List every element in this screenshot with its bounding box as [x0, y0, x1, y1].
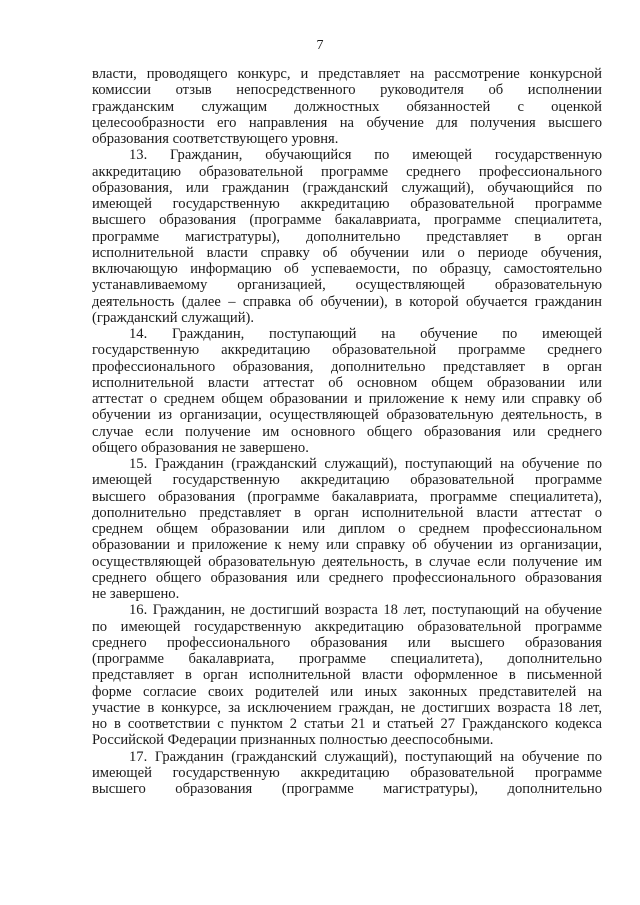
text-line: но в соответствии с пунктом 2 статьи 21 и статьей 27 Гражданского кодекса [92, 716, 602, 732]
text-line: общего образования не завершено. [92, 439, 309, 456]
text-line: участие в конкурсе, за исключением граждан, не достигших возраста 18 лет, [92, 699, 602, 716]
text-line: исполнительной власти аттестат об основном общем образовании или [92, 374, 602, 391]
text-line: программе магистратуры), дополнительно представляет в орган [92, 228, 602, 245]
document-body [92, 66, 602, 797]
text-line: власти, проводящего конкурс, и представляет на рассмотрение конкурсной [92, 66, 602, 82]
text-line: не завершено. [92, 586, 180, 602]
text-line: 15. Гражданин (гражданский служащий), поступающий на обучение по [129, 456, 602, 472]
paragraph-16 [92, 602, 602, 748]
text-line: высшего образования (программе бакалавриата, программе специалитета, [92, 212, 602, 229]
text-line: имеющей государственную аккредитацию образовательной программе [92, 196, 602, 212]
text-line: среднего общего образования или среднего профессионального образования [92, 569, 602, 586]
text-line: высшего образования (программе бакалавриата, программе специалитета), [92, 488, 602, 505]
text-line: Российской Федерации признанных полностью дееспособными. [92, 732, 494, 749]
text-line: среднего профессионального образования или высшего образования [92, 634, 602, 651]
text-line: государственную аккредитацию образовательной программе среднего [92, 342, 602, 359]
text-line: образования, или гражданин (гражданский служащий), обучающийся по [92, 179, 602, 196]
paragraph-15 [92, 456, 602, 602]
text-line: представляет в орган исполнительной власти оформленное в письменной [92, 667, 602, 684]
text-line: образования соответствующего уровня. [92, 131, 339, 147]
text-line: комиссии отзыв непосредственного руководителя об исполнении [92, 82, 602, 99]
text-line: обучении из организации, осуществляющей образовательную деятельность, в [92, 407, 602, 424]
text-line: по имеющей государственную аккредитацию образовательной программе [92, 618, 602, 635]
text-line: дополнительно представляет в орган исполнительной власти аттестат о [92, 504, 602, 521]
text-line: 14. Гражданин, поступающий на обучение по имеющей [129, 326, 602, 342]
text-line: деятельность (далее – справка об обучении), в которой обучается гражданин [92, 293, 602, 310]
text-line: устанавливаемому организацией, осуществляющей образовательную [92, 277, 602, 294]
page-number: 7 [316, 38, 324, 53]
text-line: аттестат о среднем общем образовании и приложение к нему или справку об [92, 391, 602, 407]
text-line: включающую информацию об успеваемости, по образцу, самостоятельно [92, 261, 602, 277]
paragraph-14 [92, 326, 602, 456]
text-line: аккредитацию образовательной программе среднего профессионального [92, 163, 602, 180]
text-line: целесообразности его направления на обучение для получения высшего [92, 114, 602, 131]
paragraph-13 [92, 147, 602, 326]
text-line: 16. Гражданин, не достигший возраста 18 лет, поступающий на обучение [129, 602, 602, 619]
text-line: 13. Гражданин, обучающийся по имеющей государственную [129, 147, 602, 164]
text-line: имеющей государственную аккредитацию образовательной программе [92, 472, 602, 489]
text-line: среднем общем образовании или диплом о среднем профессиональном [92, 521, 602, 537]
text-line: (гражданский служащий). [92, 309, 255, 326]
text-line: осуществляющей образовательную деятельность, в случае если получение им [92, 553, 602, 570]
text-line: гражданским служащим должностных обязанностей с оценкой [92, 98, 602, 115]
paragraph-17 [92, 749, 602, 798]
text-line: профессионального образования, дополнительно представляет в орган [92, 358, 602, 375]
text-line: (программе бакалавриата, программе специалитета), дополнительно [92, 651, 602, 667]
text-line: исполнительной власти справку об обучении или о периоде обучения, [92, 244, 602, 261]
text-line: высшего образования (программе магистратуры), дополнительно [92, 781, 602, 797]
text-line: образовании и приложение к нему или справку об обучении из организации, [92, 537, 602, 554]
paragraph-continuation [92, 66, 602, 147]
text-line: форме согласие своих родителей или иных законных представителей на [92, 683, 602, 700]
text-line: имеющей государственную аккредитацию образовательной программе [92, 764, 602, 781]
text-line: случае если получение им основного общего образования или среднего [92, 423, 602, 440]
text-line: 17. Гражданин (гражданский служащий), поступающий на обучение по [129, 748, 602, 765]
